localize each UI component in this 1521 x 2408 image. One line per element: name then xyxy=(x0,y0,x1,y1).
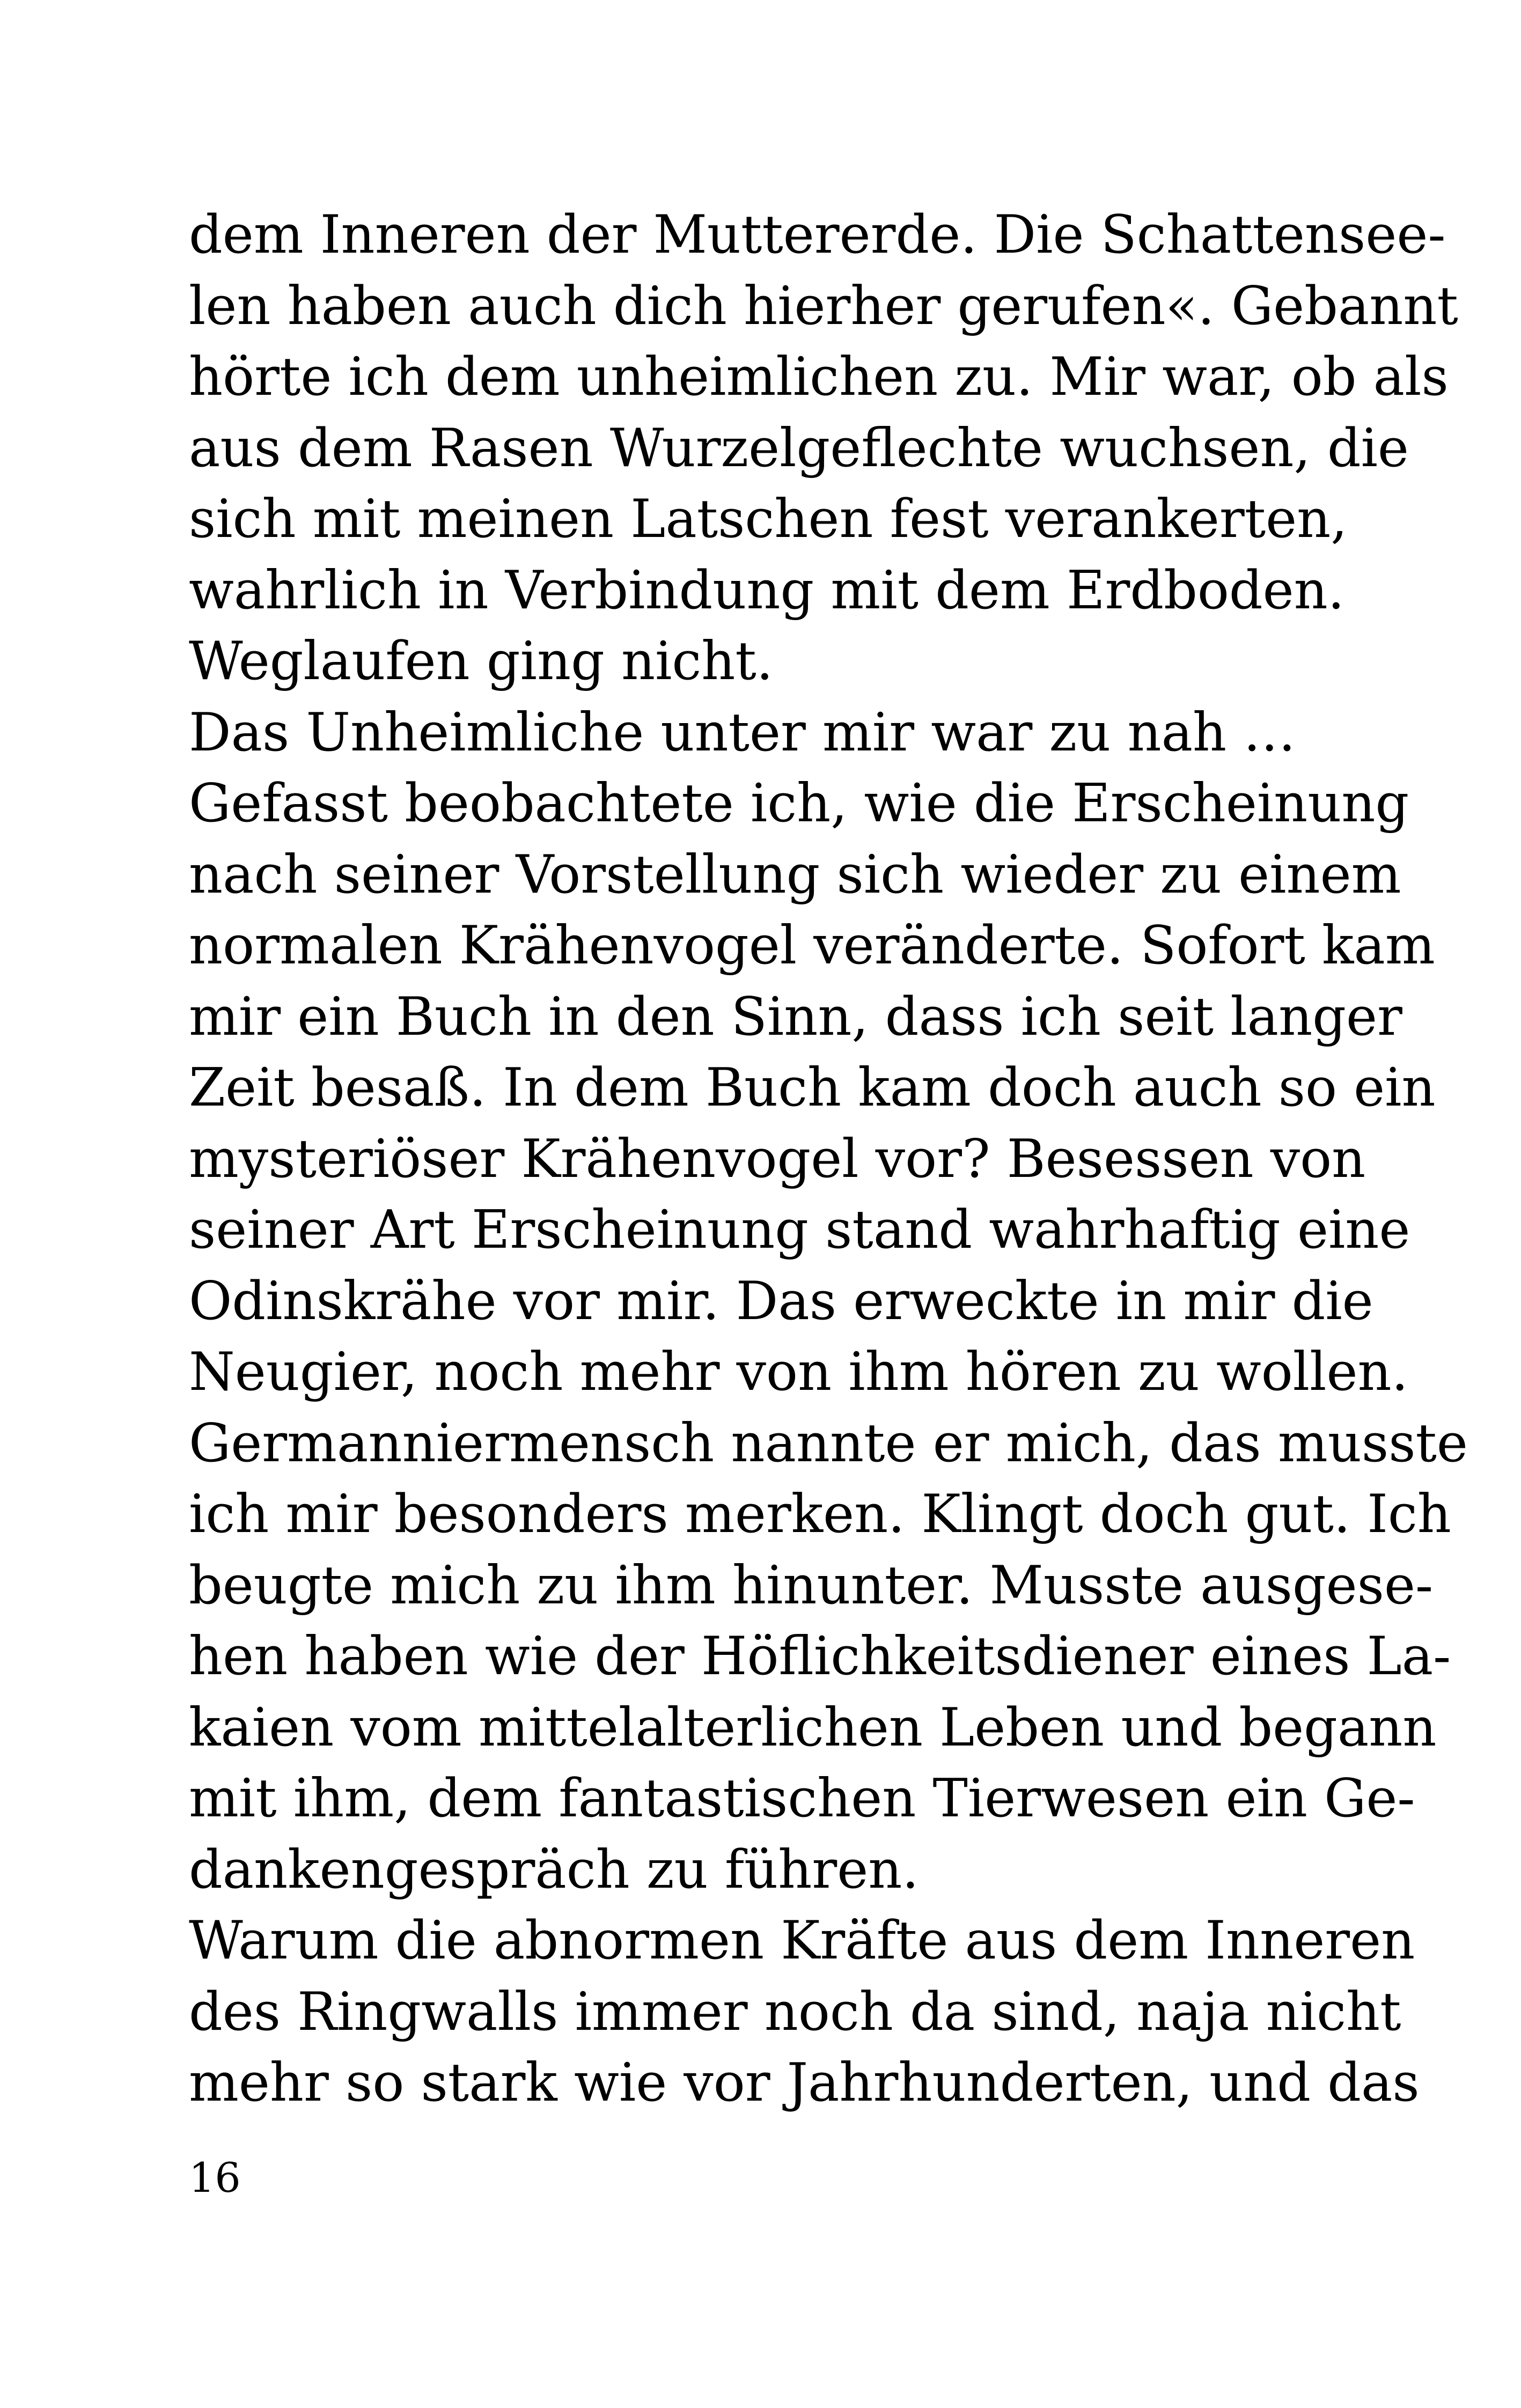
text-line: Germanniermensch nannte er mich, das musste xyxy=(189,1412,1468,1474)
text-line: des Ringwalls immer noch da sind, naja nicht xyxy=(189,1981,1401,2043)
text-line: Das Unheimliche unter mir war zu nah … xyxy=(189,702,1296,763)
text-line: mit ihm, dem fantastischen Tierwesen ein Ge- xyxy=(189,1768,1415,1829)
text-line: dankengespräch zu führen. xyxy=(189,1839,919,1901)
text-line: sich mit meinen Latschen fest verankerten, xyxy=(189,489,1348,550)
text-line: normalen Krähenvogel veränderte. Sofort kam xyxy=(189,915,1435,976)
text-line: Gefasst beobachtete ich, wie die Erscheinung xyxy=(189,773,1409,834)
text-line: len haben auch dich hierher gerufen«. Gebannt xyxy=(189,275,1458,337)
page-number: 16 xyxy=(189,2154,241,2201)
text-line: mehr so stark wie vor Jahrhunderten, und das xyxy=(189,2052,1420,2114)
text-line: kaien vom mittelalterlichen Leben und begann xyxy=(189,1697,1437,1758)
text-line: mysteriöser Krähenvogel vor? Besessen von xyxy=(189,1128,1366,1190)
text-line: Zeit besaß. In dem Buch kam doch auch so ein xyxy=(189,1057,1436,1118)
text-line: aus dem Rasen Wurzelgeflechte wuchsen, die xyxy=(189,417,1409,479)
text-line: Neugier, noch mehr von ihm hören zu wollen. xyxy=(189,1342,1408,1403)
text-line: hörte ich dem unheimlichen zu. Mir war, ob als xyxy=(189,347,1449,408)
text-line: Odinskrähe vor mir. Das erweckte in mir die xyxy=(189,1270,1373,1332)
text-line: seiner Art Erscheinung stand wahrhaftig eine xyxy=(189,1199,1410,1261)
text-line: dem Inneren der Muttererde. Die Schattensee- xyxy=(189,204,1446,266)
text-line: Weglaufen ging nicht. xyxy=(189,631,773,692)
text-line: nach seiner Vorstellung sich wieder zu einem xyxy=(189,844,1401,905)
body-text xyxy=(189,200,1468,2119)
text-line: mir ein Buch in den Sinn, dass ich seit langer xyxy=(189,986,1402,1048)
text-line: ich mir besonders merken. Klingt doch gut. Ich xyxy=(189,1484,1451,1545)
text-line: hen haben wie der Höflichkeitsdiener eines La- xyxy=(189,1626,1451,1687)
text-line: beugte mich zu ihm hinunter. Musste ausgese- xyxy=(189,1555,1434,1616)
text-line: wahrlich in Verbindung mit dem Erdboden. xyxy=(189,559,1344,621)
text-line: Warum die abnormen Kräfte aus dem Inneren xyxy=(189,1910,1415,1971)
